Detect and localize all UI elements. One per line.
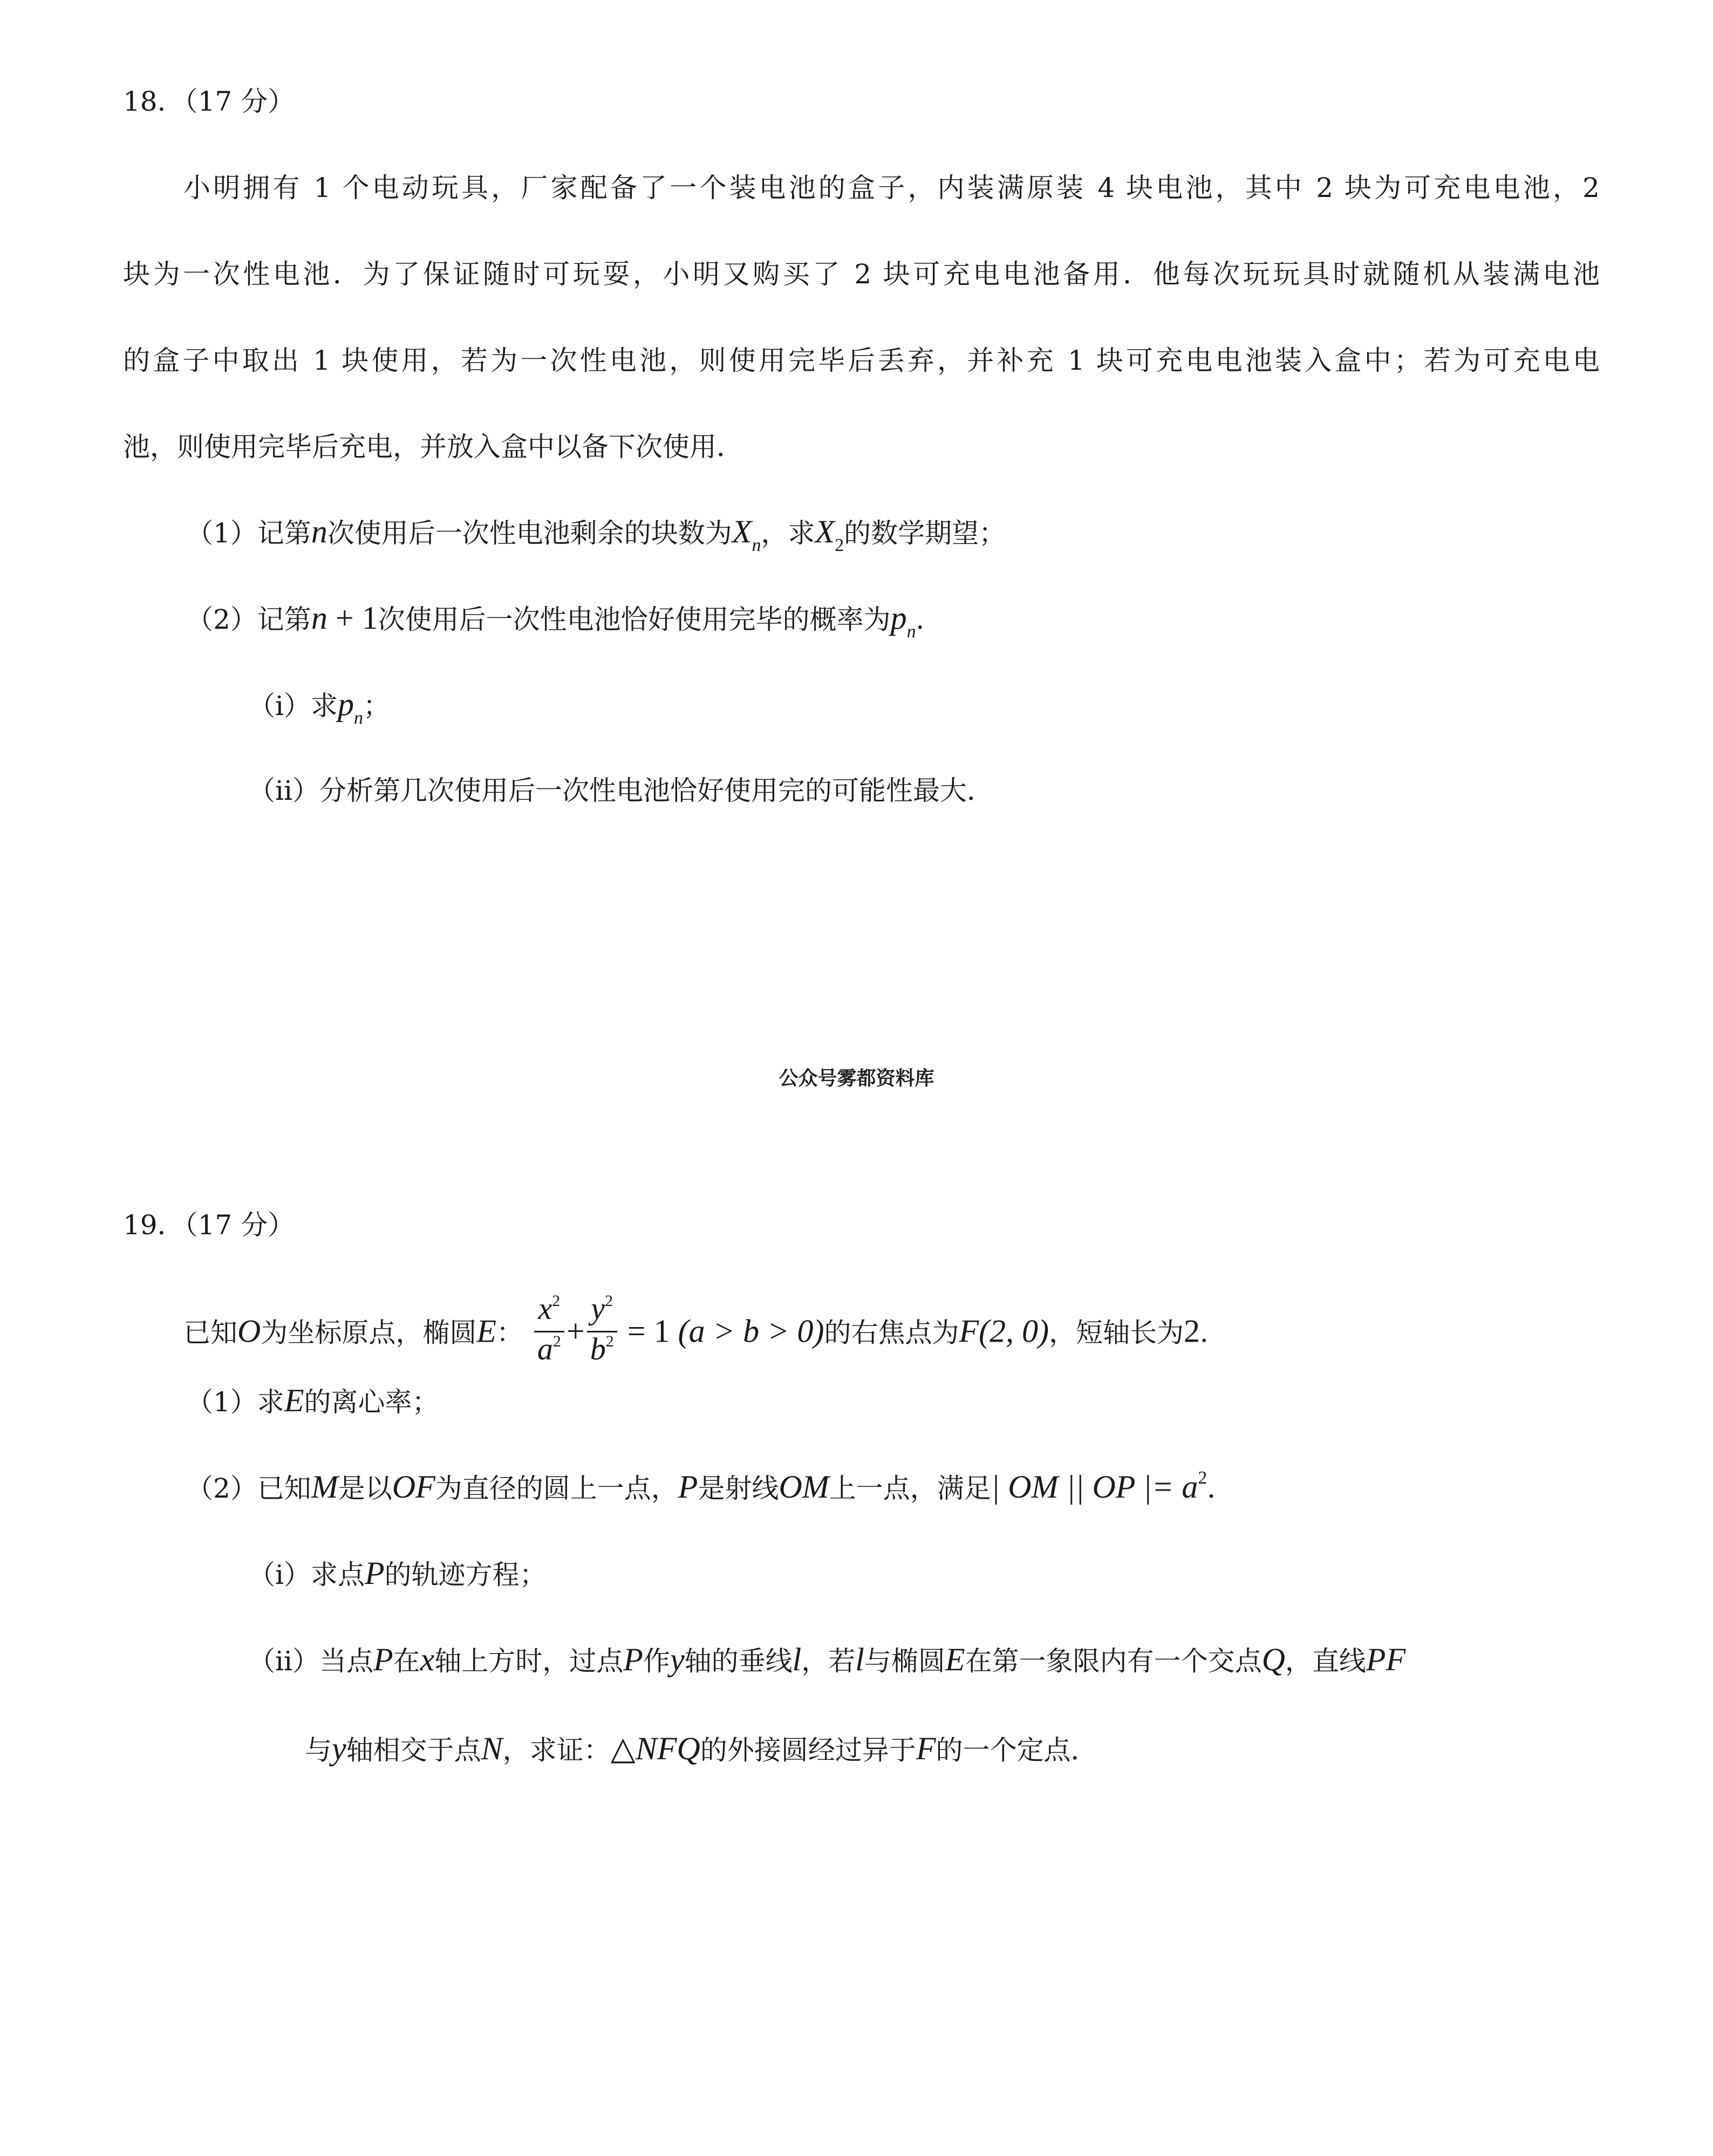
q18-part-1: （1）记第n次使用后一次性电池剩余的块数为$X_n$，求$X_2$的数学期望； <box>186 514 1006 555</box>
q18-paragraph-line-1: 小明拥有 1 个电动玩具，厂家配备了一个装电池的盒子，内装满原装 4 块电池，其中 2 块为可充电电池，2 <box>183 172 1600 203</box>
q18-part-2-i: （i）求$p_n$； <box>248 686 390 728</box>
q18-paragraph-line-2: 块为一次性电池．为了保证随时可玩耍，小明又购买了 2 块可充电电池备用．他每次玩玩具时就随机从装满电池 <box>123 259 1600 290</box>
q18-part-2: （2）记第n + 1次使用后一次性电池恰好使用完毕的概率为$p_n$． <box>186 600 943 642</box>
q19-part-2-ii-line-2: 与y轴相交于点N，求证：△NFQ的外接圆经过异于F的一个定点． <box>305 1731 1098 1766</box>
q18-paragraph-line-3: 的盒子中取出 1 块使用，若为一次性电池，则使用完毕后丢弃，并补充 1 块可充电电池装入盒中；若为可充电电 <box>123 345 1600 376</box>
q19-part-2-i: （i）求点P的轨迹方程； <box>248 1555 547 1591</box>
q19-part-2: （2）已知M是以OF为直径的圆上一点，P是射线OM上一点，满足| OM || OP |= $a^2$． <box>186 1468 1234 1505</box>
q18-paragraph-line-4: 池，则使用完毕后充电，并放入盒中以备下次使用． <box>123 431 743 463</box>
q19-part-2-ii-line-1: （ii）当点P在x轴上方时，过点P作y轴的垂线l，若l与椭圆E在第一象限内有一个交点Q，直线PF <box>248 1642 1406 1677</box>
q19-part-1: （1）求E的离心率； <box>186 1383 439 1418</box>
watermark-text: 公众号雾都资料库 <box>779 1067 934 1090</box>
fraction-y2-b2: $\frac{y^2}{b^2}$ <box>587 1292 617 1371</box>
q19-heading: 19．（17 分） <box>123 1209 295 1241</box>
q18-heading: 18．（17 分） <box>123 86 295 117</box>
q19-intro: 已知O为坐标原点，椭圆E： $\frac{x^2}{a^2}$ + $\frac{y^2}{b^2}$ = 1 (a > b > 0)的右焦点为F(2, 0)，短轴长为2． <box>183 1295 1227 1375</box>
fraction-x2-a2: $\frac{x^2}{a^2}$ <box>534 1292 564 1371</box>
q18-part-2-ii: （ii）分析第几次使用后一次性电池恰好使用完的可能性最大． <box>248 775 994 806</box>
